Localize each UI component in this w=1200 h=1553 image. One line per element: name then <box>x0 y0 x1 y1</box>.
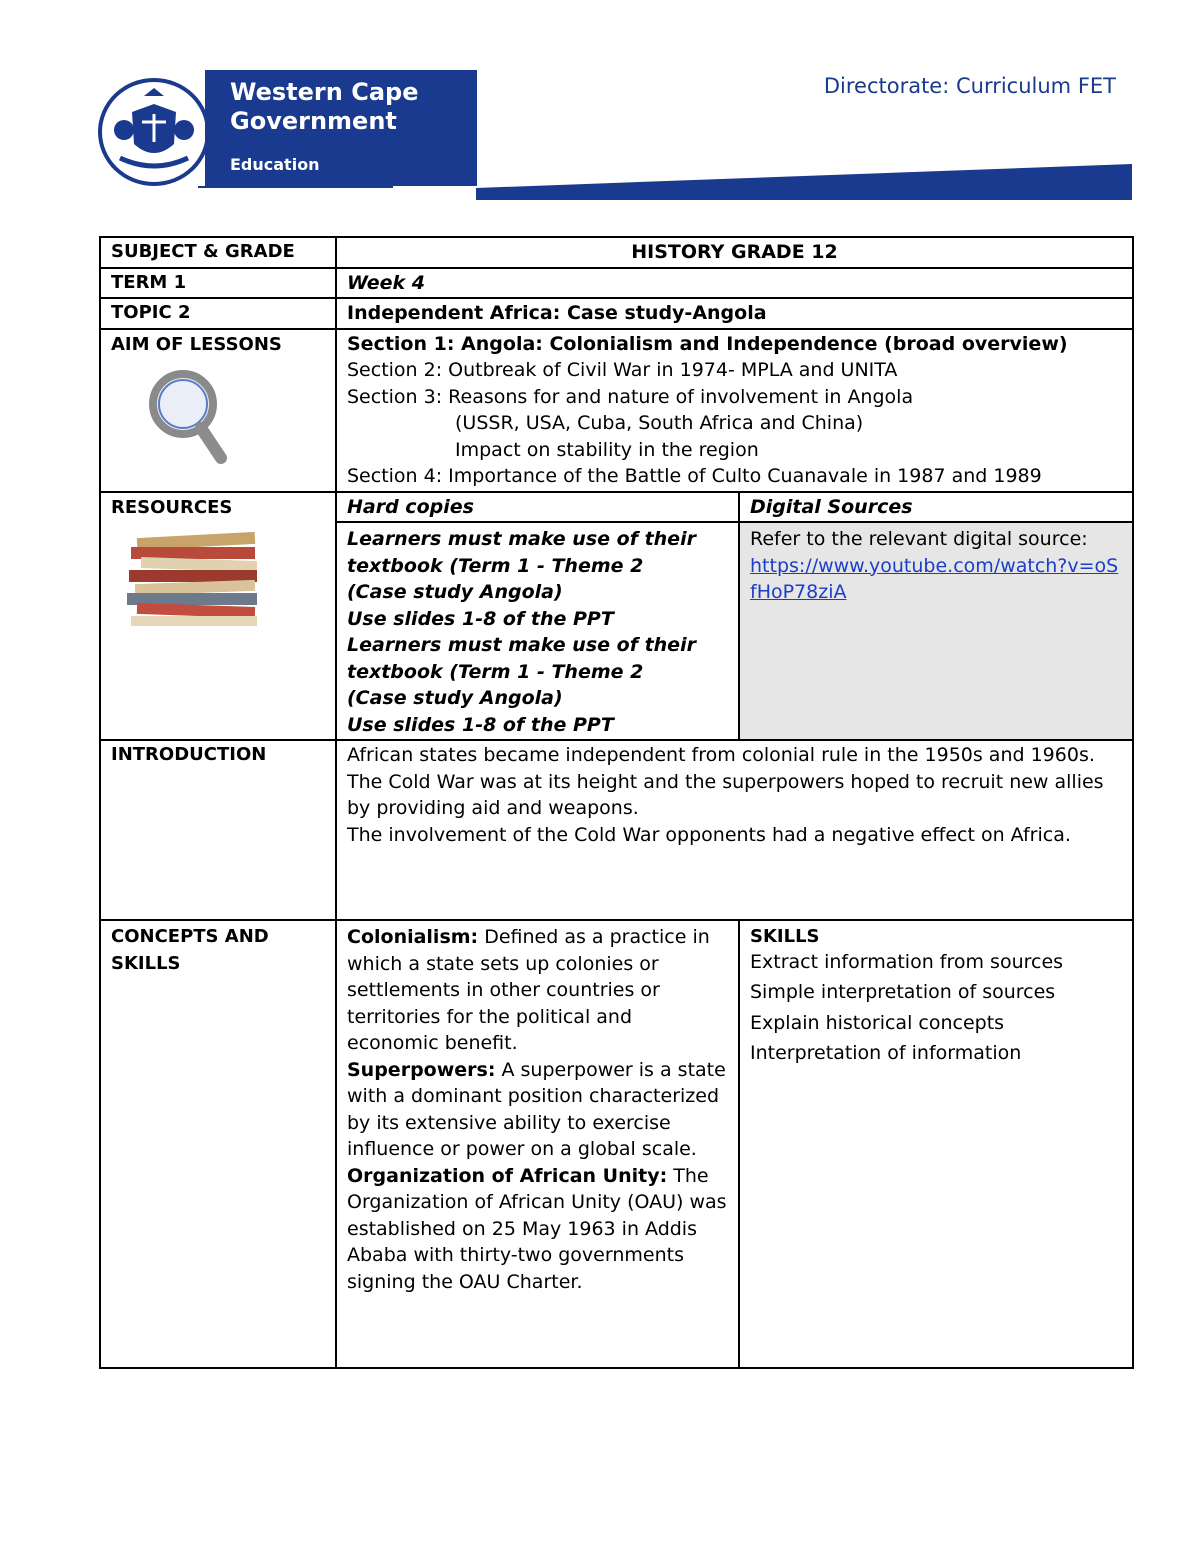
hard-copies-content <box>336 522 739 740</box>
aim-section-3: Section 3: Reasons for and nature of involvement in Angola <box>347 385 914 408</box>
hard-copy-line: textbook (Term 1 - Theme 2 <box>347 660 644 683</box>
term-row <box>100 268 1133 299</box>
concept-term: Colonialism: <box>347 926 479 948</box>
subject-value: HISTORY GRADE 12 <box>336 237 1133 268</box>
concepts-row <box>100 920 1133 1368</box>
hard-copy-line: Use slides 1-8 of the PPT <box>347 607 614 630</box>
header-swoosh <box>476 160 1136 202</box>
youtube-link[interactable]: https://www.youtube.com/watch?v=oSfHoP78ziA <box>750 554 1119 603</box>
concept-definition: A superpower is a state with a dominant position characterized by its extensive ability to exercise influence or power on a global scale. <box>347 1058 726 1160</box>
concepts-label: CONCEPTS AND SKILLS <box>100 920 336 1368</box>
skill-item: Simple interpretation of sources <box>750 981 1056 1003</box>
aim-label: AIM OF LESSONS <box>111 333 282 355</box>
topic-value: Independent Africa: Case study-Angola <box>336 298 1133 329</box>
hard-copy-line: Learners must make use of their <box>347 528 696 550</box>
skill-item: Extract information from sources <box>750 950 1064 973</box>
coat-of-arms-icon <box>98 78 210 186</box>
aim-section-2: Section 2: Outbreak of Civil War in 1974- MPLA and UNITA <box>347 359 898 381</box>
stack-of-books-icon <box>111 529 325 637</box>
hard-copy-line: (Case study Angola) <box>347 581 563 603</box>
digital-sources-header: Digital Sources <box>739 492 1133 523</box>
resources-label: RESOURCES <box>111 496 233 518</box>
intro-paragraph: The involvement of the Cold War opponents had a negative effect on Africa. <box>347 823 1071 846</box>
concept-item <box>347 1163 728 1296</box>
introduction-row <box>100 740 1133 920</box>
topic-row <box>100 298 1133 329</box>
aim-content <box>336 329 1133 492</box>
subject-label: SUBJECT & GRADE <box>100 237 336 268</box>
intro-paragraph: African states became independent from colonial rule in the 1950s and 1960s. <box>347 744 1095 766</box>
concept-definition: The Organization of African Unity (OAU) was established on 25 May 1963 in Addis Ababa with thirty-two governments signing the OAU Charter. <box>347 1164 727 1293</box>
concept-item <box>347 1057 728 1163</box>
aim-section-1: Section 1: Angola: Colonialism and Independence (broad overview) <box>347 332 1068 355</box>
directorate-label: Directorate: Curriculum FET <box>823 74 1116 98</box>
brand-department: Education <box>230 155 320 174</box>
introduction-content <box>336 740 1133 920</box>
concept-term: Superpowers: <box>347 1058 496 1081</box>
digital-source-text: Refer to the relevant digital source: <box>750 528 1088 550</box>
skill-item: Interpretation of information <box>750 1042 1022 1064</box>
hard-copies-header: Hard copies <box>336 492 739 523</box>
page-header <box>0 0 1200 220</box>
concept-item <box>347 924 728 1057</box>
lesson-plan-table <box>99 236 1134 1369</box>
resources-label-cell <box>100 492 336 741</box>
aim-section-4: Section 4: Importance of the Battle of Culto Cuanavale in 1987 and 1989 <box>347 465 1042 487</box>
aim-section-3-countries: (USSR, USA, Cuba, South Africa and China) <box>455 412 864 434</box>
magnifying-glass-icon <box>111 366 325 478</box>
concepts-content <box>336 920 739 1368</box>
brand-underline <box>198 186 393 188</box>
aim-row <box>100 329 1133 492</box>
hard-copy-line: Learners must make use of their <box>347 634 696 656</box>
hard-copy-line: Use slides 1-8 of the PPT <box>347 713 614 736</box>
aim-section-3-impact: Impact on stability in the region <box>455 438 759 461</box>
term-label: TERM 1 <box>100 268 336 299</box>
digital-sources-content <box>739 522 1133 740</box>
aim-label-cell <box>100 329 336 492</box>
hard-copy-line: textbook (Term 1 - Theme 2 <box>347 554 644 577</box>
skills-heading: SKILLS <box>750 926 820 947</box>
subject-row <box>100 237 1133 268</box>
brand-name: Western Cape Government <box>230 78 419 135</box>
concept-term: Organization of African Unity: <box>347 1164 668 1187</box>
skill-item: Explain historical concepts <box>750 1011 1005 1034</box>
concept-definition: Defined as a practice in which a state sets up colonies or settlements in other countries or territories for the political and economic benefit. <box>347 926 710 1054</box>
term-value: Week 4 <box>336 268 1133 299</box>
resources-head-row <box>100 492 1133 523</box>
skills-content <box>739 920 1133 1368</box>
hard-copy-line: (Case study Angola) <box>347 687 563 709</box>
intro-paragraph: The Cold War was at its height and the superpowers hoped to recruit new allies by providing aid and weapons. <box>347 770 1104 819</box>
introduction-label: INTRODUCTION <box>100 740 336 920</box>
topic-label: TOPIC 2 <box>100 298 336 329</box>
